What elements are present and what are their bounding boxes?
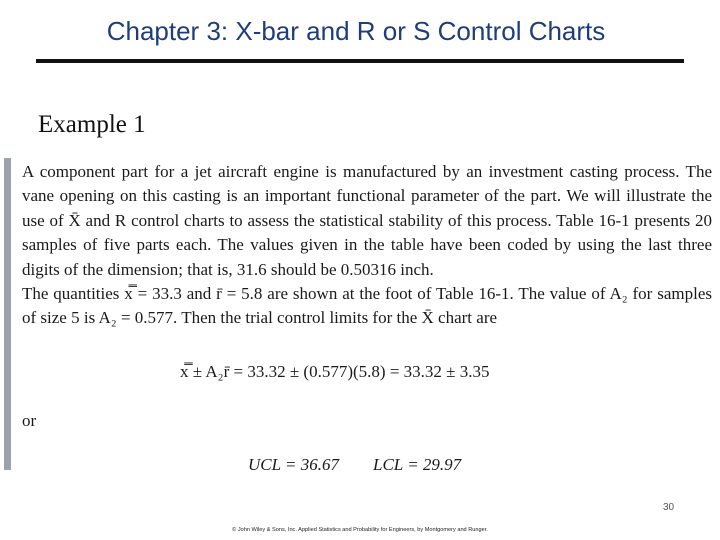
title-underline: [36, 59, 684, 63]
page-number: 30: [663, 502, 675, 513]
lcl-value: LCL = 29.97: [373, 455, 462, 474]
slide-title: Chapter 3: X-bar and R or S Control Charts: [106, 16, 606, 46]
or-text: or: [22, 411, 37, 430]
ucl-value: UCL = 36.67: [248, 455, 339, 474]
control-limit-formula: x̿ ± A₂r̄ = 33.32 ± (0.577)(5.8) = 33.32 ± 3.35: [180, 362, 490, 381]
footer-citation: © John Wiley & Sons, Inc. Applied Statistics and Probability for Engineers, by Montgomery and Runger.: [232, 527, 488, 533]
text-sidebar-bar: [4, 158, 11, 470]
control-limits: [248, 455, 461, 475]
example-heading: Example 1: [38, 111, 146, 138]
body-paragraph: A component part for a jet aircraft engine is manufactured by an investment casting process. The vane opening on this casting is an important functional parameter of the part. We will illustrate the use of X̄ and R control charts to assess the statistical stability of this process. Table 16-1 presents 20 samples of five parts each. The values given in the table have been coded by using the last three digits of the dimension; that is, 31.6 should be 0.50316 inch. The quantities x̿ = 33.3 and r̄ = 5.8 are shown at the foot of Table 16-1. The value of A₂ for samples of size 5 is A₂ = 0.577. Then the trial control limits for the X̄ chart are: [22, 162, 712, 328]
